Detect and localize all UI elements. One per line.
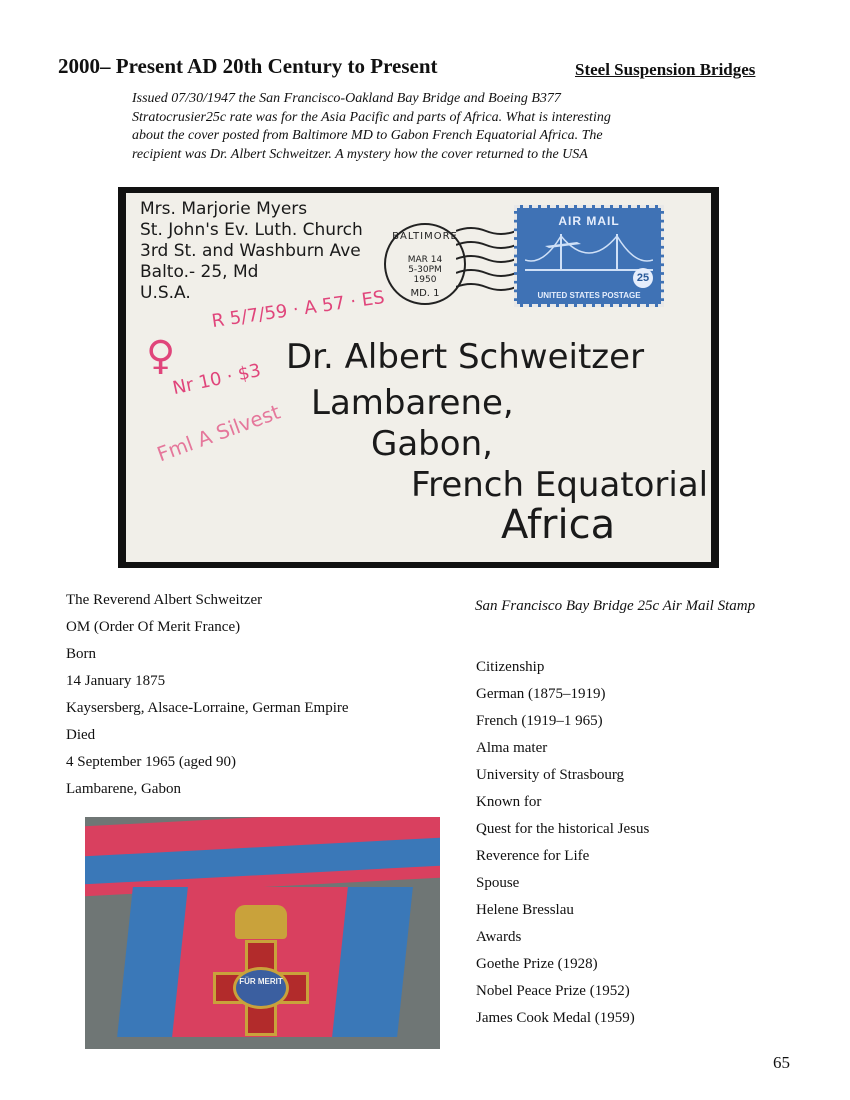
envelope-photo xyxy=(118,187,719,568)
bio-line: Helene Bresslau xyxy=(476,902,574,918)
bio-line: James Cook Medal (1959) xyxy=(476,1010,635,1026)
recipient-address-line: French Equatorial xyxy=(411,465,709,505)
bio-line: Kaysersberg, Alsace-Lorraine, German Empire xyxy=(66,700,349,716)
return-address-line: Balto.- 25, Md xyxy=(140,262,259,282)
recipient-address-line: Dr. Albert Schweitzer xyxy=(286,337,645,377)
intro-line: Stratocrusier25c rate was for the Asia Pacific and parts of Africa. What is interesting xyxy=(132,109,611,125)
bio-line: Known for xyxy=(476,794,542,810)
bio-line: Born xyxy=(66,646,96,662)
bio-line: French (1919–1 965) xyxy=(476,713,603,729)
return-address-line: Mrs. Marjorie Myers xyxy=(140,199,308,219)
stamp-bottom-text: UNITED STATES POSTAGE xyxy=(537,291,641,300)
bio-line: Citizenship xyxy=(476,659,545,675)
intro-line: Issued 07/30/1947 the San Francisco-Oakland Bay Bridge and Boeing B377 xyxy=(132,91,561,106)
intro-line: about the cover posted from Baltimore MD to Gabon French Equatorial Africa. The xyxy=(132,128,603,143)
bio-line: The Reverend Albert Schweitzer xyxy=(66,592,263,608)
stamp-top-text: AIR MAIL xyxy=(558,214,620,228)
pink-signature: Fml A Silvest xyxy=(153,399,284,467)
return-address-line: 3rd St. and Washburn Ave xyxy=(140,241,361,261)
section-heading: Steel Suspension Bridges xyxy=(575,60,756,79)
postmark-date: MAR 14 xyxy=(407,255,443,265)
stamp-caption: San Francisco Bay Bridge 25c Air Mail Stamp xyxy=(475,598,756,614)
pink-mark: ♀ xyxy=(146,333,176,379)
pink-annotation: R 5/7/59 · A 57 · ES xyxy=(210,286,386,333)
medal-inscription: FÜR MERIT xyxy=(233,967,289,1009)
bio-line: OM (Order Of Merit France) xyxy=(66,619,241,635)
stamp-value: 25 xyxy=(633,268,653,288)
recipient-address-line: Gabon, xyxy=(371,424,493,464)
intro-paragraph xyxy=(132,90,732,164)
crown-icon xyxy=(235,905,287,939)
return-address-line: St. John's Ev. Luth. Church xyxy=(140,220,363,240)
bio-line: Nobel Peace Prize (1952) xyxy=(476,983,630,999)
bio-line: Quest for the historical Jesus xyxy=(476,821,650,837)
pink-annotation: Nr 10 · $3 xyxy=(170,359,263,400)
postmark-city: BALTIMORE xyxy=(392,231,458,242)
biography-left-column xyxy=(66,587,349,803)
page-number: 65 xyxy=(773,1053,790,1072)
recipient-address-line: Africa xyxy=(501,502,616,548)
intro-line: recipient was Dr. Albert Schweitzer. A mystery how the cover returned to the USA xyxy=(132,146,588,162)
postmark-year: 1950 xyxy=(413,275,437,285)
bio-line: Goethe Prize (1928) xyxy=(476,956,598,972)
biography-right-column xyxy=(476,654,649,1032)
page-title: 2000– Present AD 20th Century to Present xyxy=(58,54,438,78)
return-address-line: U.S.A. xyxy=(140,283,191,303)
bio-line: University of Strasbourg xyxy=(476,767,625,783)
bio-line: 14 January 1875 xyxy=(66,673,166,689)
bio-line: 4 September 1965 (aged 90) xyxy=(66,754,236,770)
recipient-address xyxy=(126,193,711,562)
postmark-state: MD. 1 xyxy=(410,288,440,299)
bio-line: Lambarene, Gabon xyxy=(66,781,181,797)
bio-line: Died xyxy=(66,727,96,743)
postmark-time: 5-30PM xyxy=(408,265,442,275)
bio-line: Awards xyxy=(476,929,522,945)
envelope-cover xyxy=(126,193,711,562)
order-of-merit-medal-photo xyxy=(85,817,440,1049)
bio-line: Reverence for Life xyxy=(476,848,590,864)
bio-line: German (1875–1919) xyxy=(476,686,606,702)
bio-line: Spouse xyxy=(476,875,520,891)
bio-line: Alma mater xyxy=(476,740,548,756)
recipient-address-line: Lambarene, xyxy=(311,383,514,423)
